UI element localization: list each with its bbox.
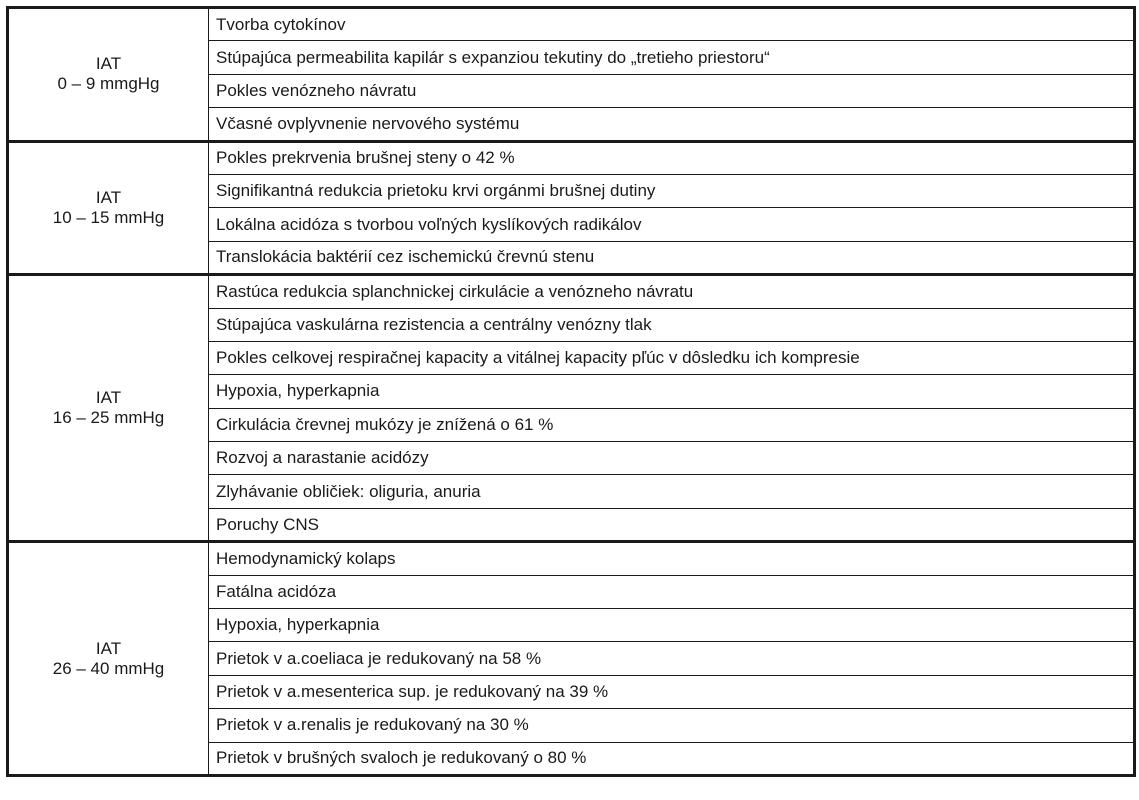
effect-item-cell: Poruchy CNS [209, 508, 1135, 541]
table-row [8, 141, 1135, 174]
table-row [8, 275, 1135, 308]
effect-item-cell: Pokles prekrvenia brušnej steny o 42 % [209, 141, 1135, 174]
effect-item-cell: Hemodynamický kolaps [209, 542, 1135, 575]
effect-item-cell: Translokácia baktérií cez ischemickú črevnú stenu [209, 241, 1135, 274]
effect-item-cell: Fatálna acidóza [209, 575, 1135, 608]
effect-item-cell: Prietok v a.coeliaca je redukovaný na 58 % [209, 642, 1135, 675]
effect-item-cell: Včasné ovplyvnenie nervového systému [209, 108, 1135, 141]
pressure-level-cell [8, 8, 209, 142]
pressure-level-range: 10 – 15 mmHg [52, 207, 165, 227]
effect-item-cell: Hypoxia, hyperkapnia [209, 375, 1135, 408]
pressure-level-label: IAT [95, 54, 122, 74]
pressure-level-label: IAT [95, 638, 122, 658]
pressure-level-range: 16 – 25 mmHg [52, 408, 165, 428]
effect-item-cell: Pokles celkovej respiračnej kapacity a vitálnej kapacity pľúc v dôsledku ich kompresie [209, 341, 1135, 374]
effect-item-cell: Signifikantná redukcia prietoku krvi orgánmi brušnej dutiny [209, 174, 1135, 207]
effect-item-cell: Cirkulácia črevnej mukózy je znížená o 61 % [209, 408, 1135, 441]
effect-item-cell: Lokálna acidóza s tvorbou voľných kyslíkových radikálov [209, 208, 1135, 241]
pressure-level-range: 0 – 9 mmgHg [57, 74, 160, 94]
table-row [8, 8, 1135, 41]
iat-table-body [8, 8, 1135, 776]
effect-item-cell: Rastúca redukcia splanchnickej cirkulácie a venózneho návratu [209, 275, 1135, 308]
pressure-level-range: 26 – 40 mmHg [52, 658, 165, 678]
effect-item-cell: Stúpajúca permeabilita kapilár s expanziou tekutiny do „tretieho priestoru“ [209, 41, 1135, 74]
effect-item-cell: Zlyhávanie obličiek: oliguria, anuria [209, 475, 1135, 508]
effect-item-cell: Hypoxia, hyperkapnia [209, 609, 1135, 642]
effect-item-cell: Pokles venózneho návratu [209, 74, 1135, 107]
effect-item-cell: Prietok v a.mesenterica sup. je redukovaný na 39 % [209, 675, 1135, 708]
effect-item-cell: Tvorba cytokínov [209, 8, 1135, 41]
table-row [8, 542, 1135, 575]
effect-item-cell: Rozvoj a narastanie acidózy [209, 442, 1135, 475]
pressure-level-cell [8, 275, 209, 542]
pressure-level-cell [8, 141, 209, 275]
pressure-level-label: IAT [95, 187, 122, 207]
iat-effects-table [6, 6, 1136, 777]
effect-item-cell: Stúpajúca vaskulárna rezistencia a centrálny venózny tlak [209, 308, 1135, 341]
effect-item-cell: Prietok v a.renalis je redukovaný na 30 % [209, 709, 1135, 742]
pressure-level-label: IAT [95, 388, 122, 408]
effect-item-cell: Prietok v brušných svaloch je redukovaný o 80 % [209, 742, 1135, 775]
pressure-level-cell [8, 542, 209, 776]
